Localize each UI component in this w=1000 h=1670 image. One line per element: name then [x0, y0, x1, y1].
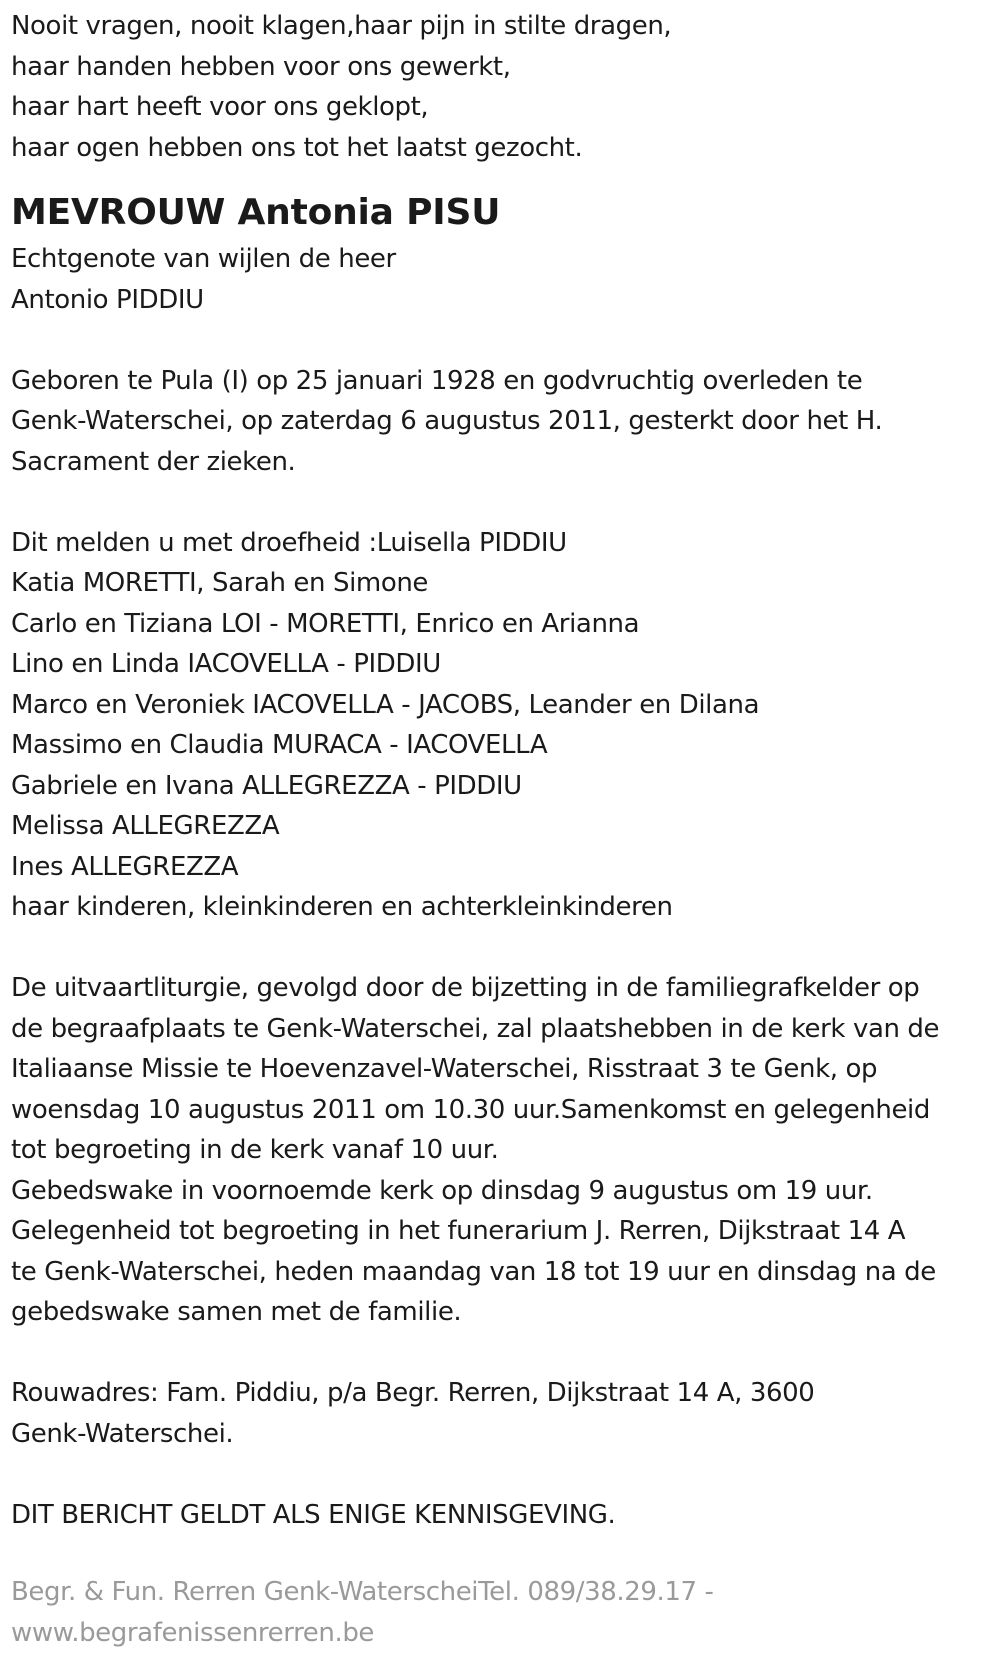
text-line: gebedswake samen met de familie.	[11, 1297, 462, 1327]
family-line: Massimo en Claudia MURACA - IACOVELLA	[11, 730, 548, 760]
spouse-line: Echtgenote van wijlen de heer	[11, 244, 396, 274]
spacer	[11, 1333, 986, 1374]
text-line: Genk-Waterschei, op zaterdag 6 augustus 2011, gesterkt door het H.	[11, 406, 883, 436]
family-line: Melissa ALLEGREZZA	[11, 811, 280, 841]
spacer	[11, 1454, 986, 1495]
text-line: Gelegenheid tot begroeting in het funerarium J. Rerren, Dijkstraat 14 A	[11, 1216, 906, 1246]
text-line: tot begroeting in de kerk vanaf 10 uur.	[11, 1135, 499, 1165]
family-list	[11, 523, 986, 928]
spacer	[11, 482, 986, 523]
memorial-poem	[11, 6, 986, 168]
text-line: Rouwadres: Fam. Piddiu, p/a Begr. Rerren, Dijkstraat 14 A, 3600	[11, 1378, 815, 1408]
poem-line: Nooit vragen, nooit klagen,haar pijn in stilte dragen,	[11, 11, 672, 41]
text-line: te Genk-Waterschei, heden maandag van 18 tot 19 uur en dinsdag na de	[11, 1256, 936, 1287]
family-line: Carlo en Tiziana LOI - MORETTI, Enrico en Arianna	[11, 608, 640, 639]
text-line: de begraafplaats te Genk-Waterschei, zal plaatshebben in de kerk van de	[11, 1013, 940, 1044]
footer-line: Begr. & Fun. Rerren Genk-WaterscheiTel. 089/38.29.17 -	[11, 1577, 714, 1607]
text-line: Sacrament der zieken.	[11, 446, 296, 477]
poem-line: haar hart heeft voor ons geklopt,	[11, 92, 429, 122]
mourning-address	[11, 1373, 986, 1454]
text-line: Italiaanse Missie te Hoevenzavel-Waterschei, Risstraat 3 te Genk, op	[11, 1054, 878, 1084]
birth-death-paragraph	[11, 361, 986, 483]
ceremony-paragraph	[11, 968, 986, 1333]
spacer	[11, 928, 986, 969]
poem-line: haar handen hebben voor ons gewerkt,	[11, 51, 511, 82]
text-line: woensdag 10 augustus 2011 om 10.30 uur.Samenkomst en gelegenheid	[11, 1094, 930, 1125]
funeral-home-footer	[11, 1572, 986, 1653]
text-line: De uitvaartliturgie, gevolgd door de bijzetting in de familiegrafkelder op	[11, 973, 920, 1003]
family-line: Gabriele en Ivana ALLEGREZZA - PIDDIU	[11, 770, 522, 801]
family-line: Lino en Linda IACOVELLA - PIDDIU	[11, 649, 441, 679]
notice-line: DIT BERICHT GELDT ALS ENIGE KENNISGEVING.	[11, 1499, 616, 1530]
family-line: Katia MORETTI, Sarah en Simone	[11, 568, 429, 598]
family-line: Dit melden u met droefheid :Luisella PIDDIU	[11, 527, 567, 558]
family-line: Marco en Veroniek IACOVELLA - JACOBS, Leander en Dilana	[11, 689, 760, 720]
text-line: Geboren te Pula (I) op 25 januari 1928 en godvruchtig overleden te	[11, 365, 863, 396]
text-line: Genk-Waterschei.	[11, 1418, 234, 1449]
family-line: Ines ALLEGREZZA	[11, 851, 239, 882]
spacer	[11, 320, 986, 361]
spouse-name: Antonio PIDDIU	[11, 284, 204, 315]
family-line: haar kinderen, kleinkinderen en achterkleinkinderen	[11, 892, 673, 922]
deceased-name: MEVROUW Antonia PISU	[11, 192, 501, 233]
footer-line: www.begrafenissenrerren.be	[11, 1617, 375, 1648]
text-line: Gebedswake in voornoemde kerk op dinsdag 9 augustus om 19 uur.	[11, 1175, 873, 1206]
poem-line: haar ogen hebben ons tot het laatst gezocht.	[11, 132, 583, 163]
